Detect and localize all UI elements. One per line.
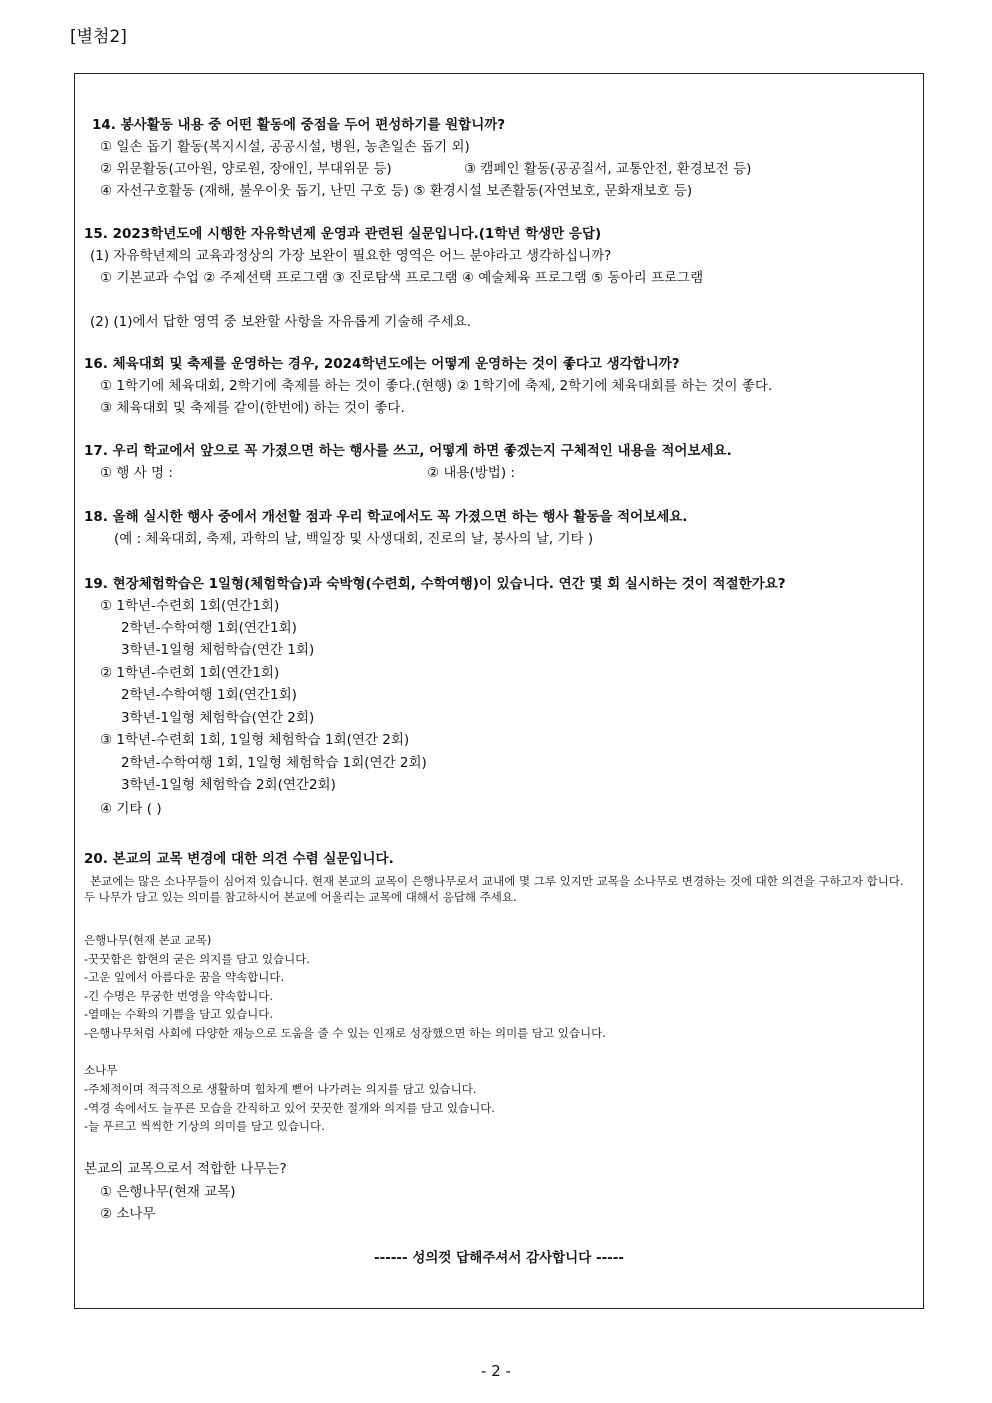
q15-sub1: (1) 자유학년제의 교육과정상의 가장 보완이 필요한 영역은 어느 분야라고 생각하십니까?: [90, 248, 612, 264]
pine-line: -역경 속에서도 늘푸른 모습을 간직하고 있어 꿋꿋한 절개와 의지를 담고 있습니다.: [84, 1101, 495, 1115]
pine-line: -주체적이며 적극적으로 생활하며 힘차게 뻗어 나가려는 의지를 담고 있습니다.: [84, 1082, 477, 1096]
q18-example: (예 : 체육대회, 축제, 과학의 날, 백일장 및 사생대회, 진로의 날, 봉사의 날, 기타 ): [114, 531, 594, 547]
ginkgo-line: -꿋꿋함은 함현의 굳은 의지를 담고 있습니다.: [84, 952, 311, 966]
q15-options: ① 기본교과 수업 ② 주제선택 프로그램 ③ 진로탐색 프로그램 ④ 예술체육 프로그램 ⑤ 동아리 프로그램: [100, 270, 704, 286]
q14-option-line1: ① 일손 돕기 활동(복지시설, 공공시설, 병원, 농촌일손 돕기 외): [100, 139, 470, 155]
pine-title: 소나무: [84, 1063, 118, 1077]
q19-option1-line3: 3학년-1일형 체험학습(연간 1회): [121, 642, 315, 658]
q15-sub2: (2) (1)에서 답한 영역 중 보완할 사항을 자유롭게 기술해 주세요.: [90, 314, 472, 330]
q19-option2-line3: 3학년-1일형 체험학습(연간 2회): [121, 710, 315, 726]
q16-option-line1: ① 1학기에 체육대회, 2학기에 축제를 하는 것이 좋다.(현행) ② 1학기에 축제, 2학기에 체육대회를 하는 것이 좋다.: [100, 378, 773, 394]
q19-option1-line1: ① 1학년-수련회 1회(연간1회): [100, 598, 280, 614]
q19-title: 19. 현장체험학습은 1일형(체험학습)과 숙박형(수련회, 수학여행)이 있습니다. 연간 몇 회 실시하는 것이 적절한가요?: [84, 576, 786, 592]
page-number: - 2 -: [481, 1362, 511, 1380]
q20-title: 20. 본교의 교목 변경에 대한 의견 수렴 실문입니다.: [84, 851, 394, 867]
q14-option-line2b: ③ 캠페인 활동(공공질서, 교통안전, 환경보전 등): [464, 161, 752, 177]
q20-question: 본교의 교목으로서 적합한 나무는?: [84, 1161, 287, 1177]
ginkgo-line: -고운 잎에서 아름다운 꿈을 약속합니다.: [84, 970, 285, 984]
q19-option3-line2: 2학년-수학여행 1회, 1일형 체험학습 1회(연간 2회): [121, 755, 427, 771]
q19-option2-line1: ② 1학년-수련회 1회(연간1회): [100, 665, 280, 681]
q20-intro: 본교에는 많은 소나무들이 심어져 있습니다. 현재 본교의 교목이 은행나무로서 교내에 몇 그루 있지만 교목을 소나무로 변경하는 것에 대한 의견을 구하고자 합니다. 두 나무가 담고 있는 의미를 참고하시어 본교에 어울리는 교목에 대해서 응답해 주세요.: [84, 874, 904, 904]
q20-option1: ① 은행나무(현재 교목): [100, 1184, 236, 1200]
attachment-label: [별첨2]: [70, 27, 127, 47]
q14-option-line2a: ② 위문활동(고아원, 양로원, 장애인, 부대위문 등): [100, 161, 392, 177]
closing-message: ------ 성의껏 답해주셔서 감사합니다 -----: [374, 1250, 624, 1266]
q19-option1-line2: 2학년-수학여행 1회(연간1회): [121, 620, 297, 636]
q19-option4: ④ 기타 ( ): [100, 801, 162, 817]
q17-title: 17. 우리 학교에서 앞으로 꼭 가졌으면 하는 행사를 쓰고, 어떻게 하면 좋겠는지 구체적인 내용을 적어보세요.: [84, 443, 732, 459]
q19-option2-line2: 2학년-수학여행 1회(연간1회): [121, 687, 297, 703]
q14-option-line3: ④ 자선구호활동 (재해, 불우이웃 돕기, 난민 구호 등) ⑤ 환경시설 보존활동(자연보호, 문화재보호 등): [100, 183, 693, 199]
q16-option-line2: ③ 체육대회 및 축제를 같이(한번에) 하는 것이 좋다.: [100, 400, 405, 416]
ginkgo-line: -긴 수명은 무궁한 번영을 약속합니다.: [84, 989, 274, 1003]
q15-title: 15. 2023학년도에 시행한 자유학년제 운영과 관련된 실문입니다.(1학년 학생만 응답): [84, 226, 602, 242]
q14-title: 14. 봉사활동 내용 중 어떤 활동에 중점을 두어 편성하기를 원합니까?: [92, 117, 506, 133]
q20-option2: ② 소나무: [100, 1206, 156, 1222]
ginkgo-line: -열매는 수확의 기쁨을 담고 있습니다.: [84, 1007, 274, 1021]
ginkgo-line: -은행나무처럼 사회에 다양한 재능으로 도움을 줄 수 있는 인재로 성장했으면 하는 의미를 담고 있습니다.: [84, 1026, 606, 1040]
q16-title: 16. 체육대회 및 축제를 운영하는 경우, 2024학년도에는 어떻게 운영하는 것이 좋다고 생각합니까?: [84, 356, 680, 372]
pine-line: -늘 푸르고 씩씩한 기상의 의미를 담고 있습니다.: [84, 1119, 325, 1133]
q17-event-name-field: ① 행 사 명 :: [100, 465, 173, 481]
ginkgo-title: 은행나무(현재 본교 교목): [84, 933, 212, 947]
q17-content-field: ② 내용(방법) :: [427, 465, 515, 481]
q18-title: 18. 올해 실시한 행사 중에서 개선할 점과 우리 학교에서도 꼭 가졌으면 하는 행사 활동을 적어보세요.: [84, 509, 688, 525]
q19-option3-line1: ③ 1학년-수련회 1회, 1일형 체험학습 1회(연간 2회): [100, 732, 410, 748]
q19-option3-line3: 3학년-1일형 체험학습 2회(연간2회): [121, 777, 336, 793]
